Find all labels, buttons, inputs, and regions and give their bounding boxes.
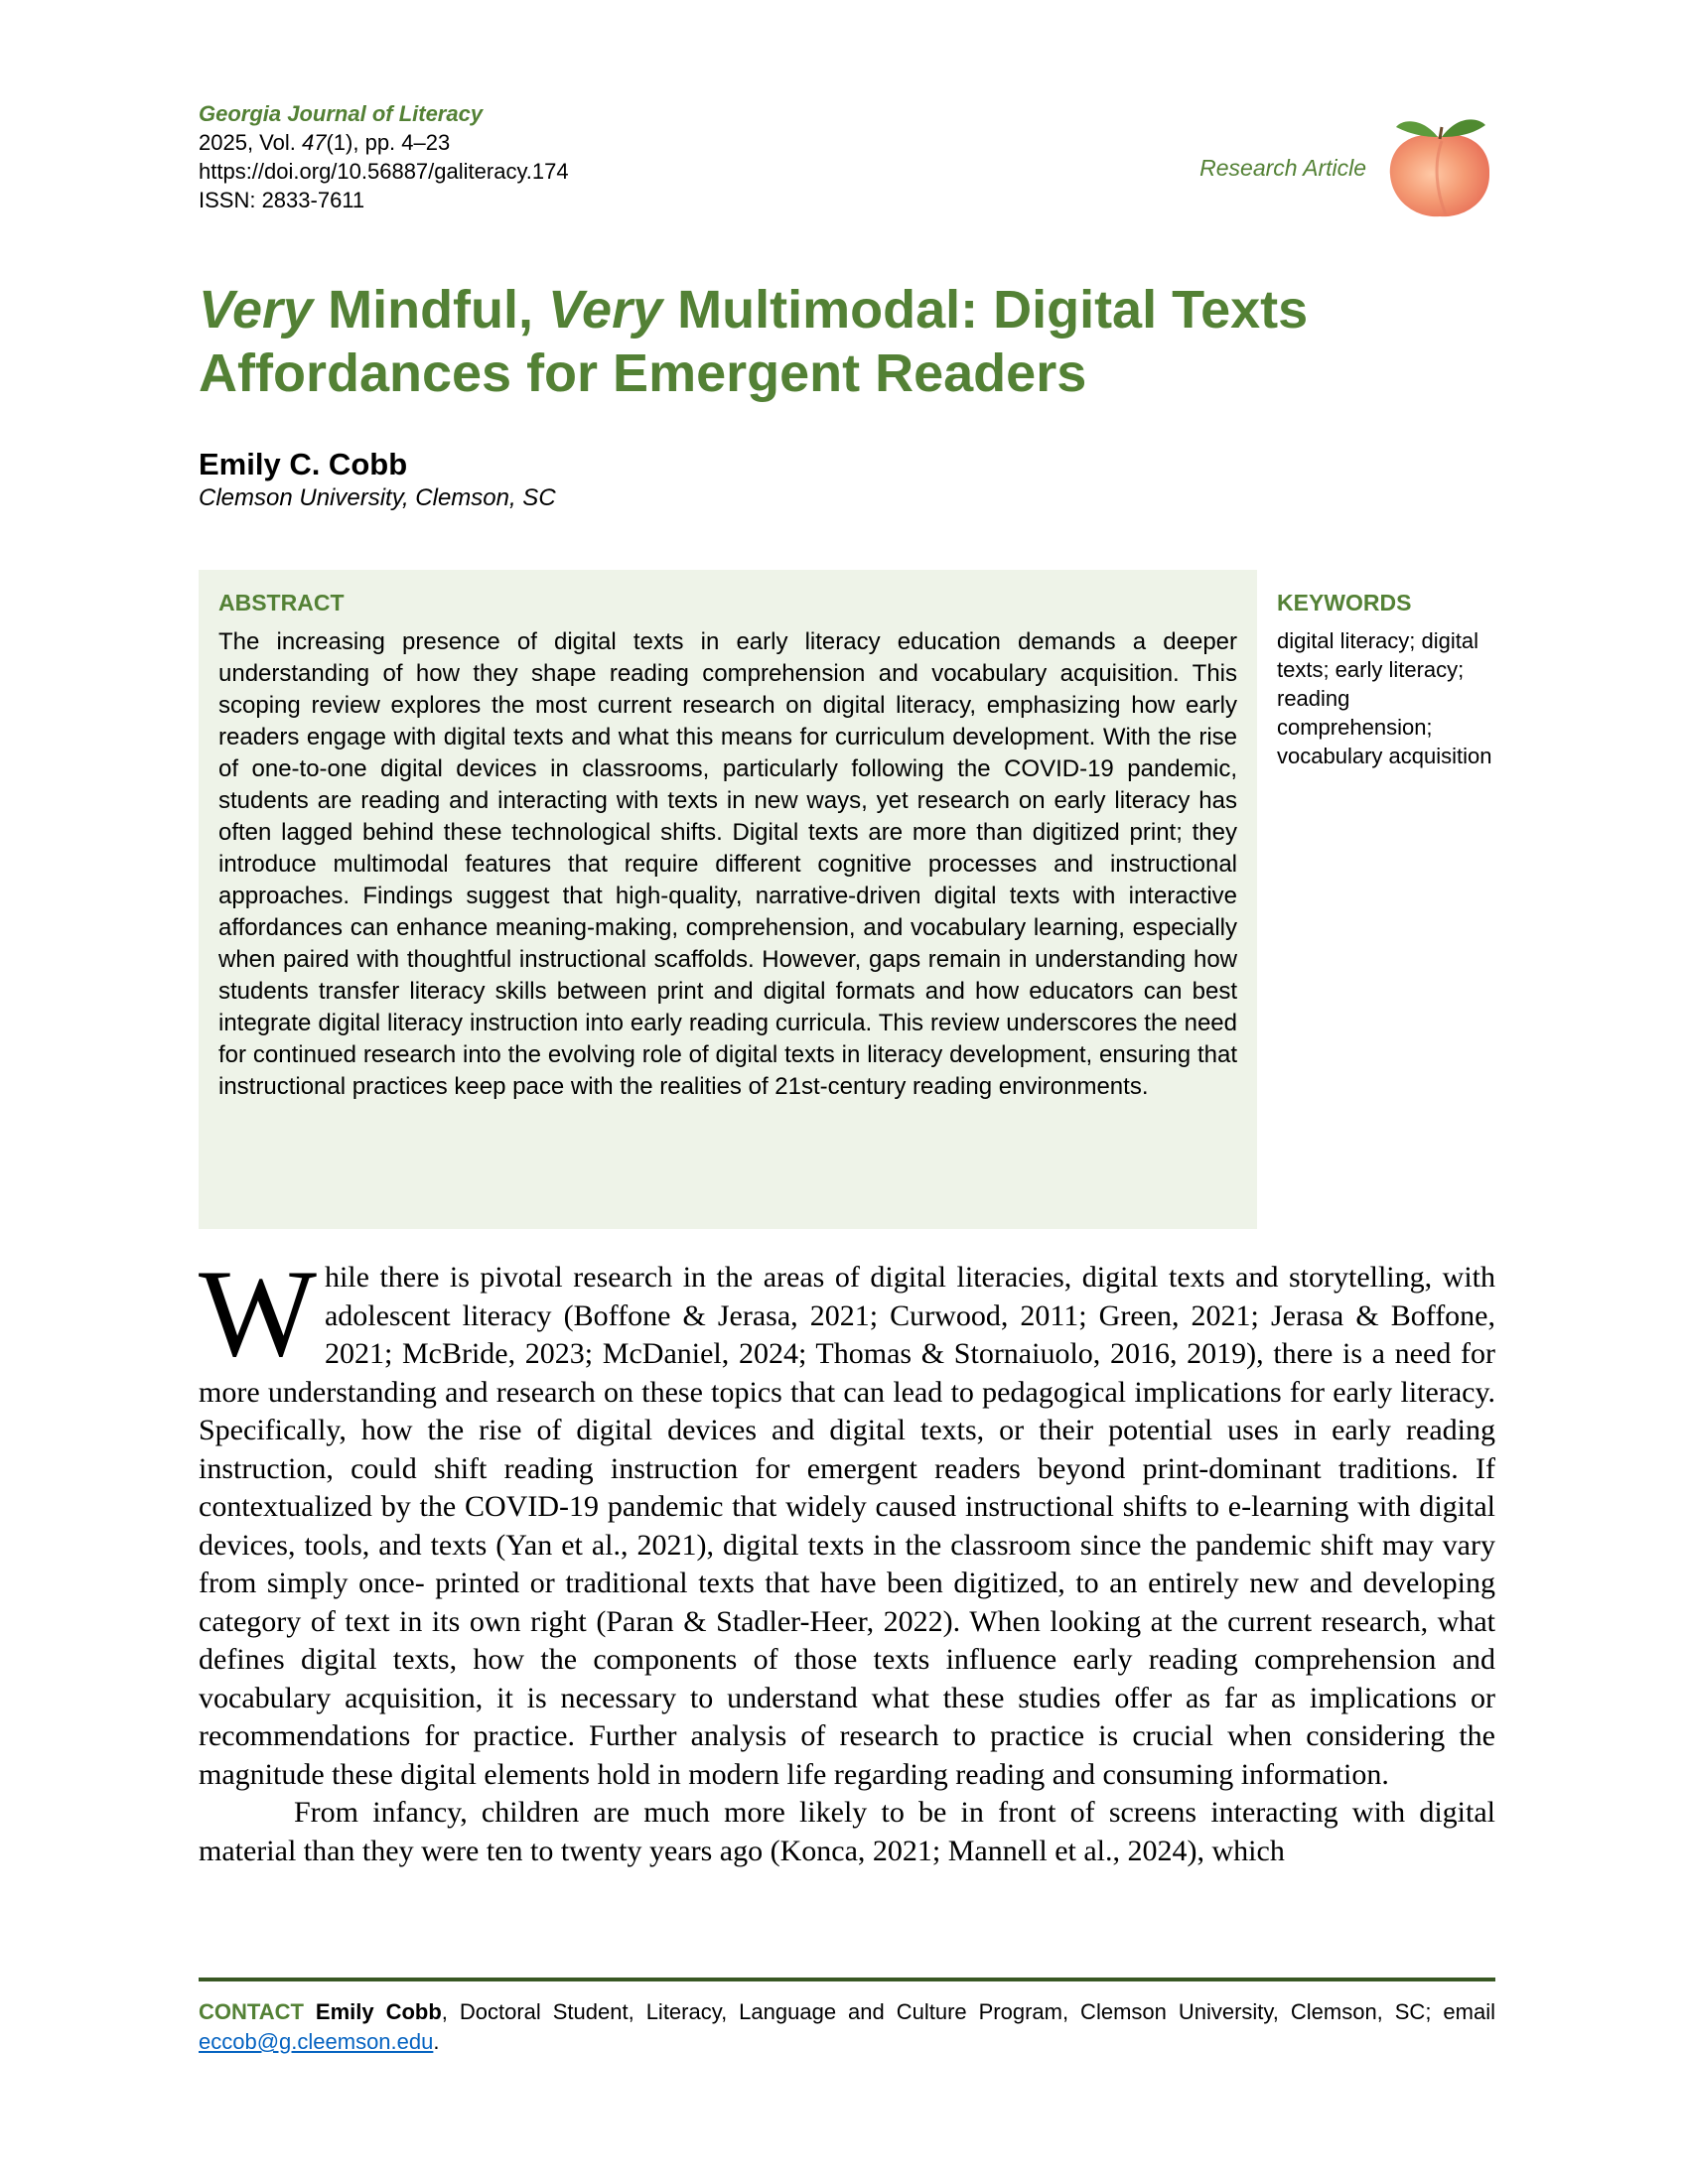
author-name: Emily C. Cobb (199, 447, 408, 481)
paragraph-1-text: hile there is pivotal research in the areas of digital literacies, digital texts and storytelling, with adolescent literacy (Boffone & Jerasa, 2021; Curwood, 2011; Green, 2021; Jerasa & Boffone, 2021; McBride, 2023; McDaniel, 2024; Thomas & Stornaiuolo, 2016, 2019), there is a need for more understanding and research on these topics that can lead to pedagogical implications for early literacy. Specifically, how the rise of digital devices and digital texts, or their potential uses in early reading instruction, could shift reading instruction for emergent readers beyond print-dominant traditions. If contextualized by the COVID-19 pandemic that widely caused instructional shifts to e-learning with digital devices, tools, and texts (Yan et al., 2021), digital texts in the classroom since the pandemic shift may vary from simply once- printed or traditional texts that have been digitized, to an entirely new and developing category of text in its own right (Paran & Stadler-Heer, 2022). When looking at the current research, what defines digital texts, how the components of those texts influence early reading comprehension and vocabulary acquisition, it is necessary to understand what these studies offer as far as implications or recommendations for practice. Further analysis of research to practice is crucial when considering the magnitude these digital elements hold in modern life regarding reading and consuming information. (199, 1261, 1495, 1791)
body-paragraph-2: From infancy, children are much more likely to be in front of screens interacting with digital material than they were ten to twenty years ago (Konca, 2021; Mannell et al., 2024), which (199, 1796, 1495, 1867)
journal-meta (199, 99, 569, 214)
journal-name: Georgia Journal of Literacy (199, 101, 484, 126)
body-text (199, 1245, 1495, 1870)
abstract-box (199, 570, 1257, 1229)
title-part-2: Multimodal: Digital Texts Affordances for Emergent Readers (199, 280, 1309, 403)
keywords-list: digital literacy; digital texts; early literacy; reading comprehension; vocabulary acquisition (1277, 628, 1492, 768)
drop-cap: W (199, 1245, 317, 1383)
title-very-2: Very (548, 280, 663, 340)
doi-link[interactable]: https://doi.org/10.56887/galiteracy.174 (199, 159, 569, 184)
keywords-section (1277, 590, 1495, 770)
peach-icon (1382, 107, 1497, 222)
contact-end: . (433, 2029, 440, 2054)
abstract-heading: ABSTRACT (218, 590, 345, 615)
issn: ISSN: 2833-7611 (199, 188, 365, 212)
article-title (199, 278, 1509, 405)
article-type-label: Research Article (1199, 155, 1366, 181)
keywords-heading: KEYWORDS (1277, 590, 1412, 615)
volume-number: 47 (301, 130, 327, 155)
contact-email-link[interactable]: eccob@g.cleemson.edu (199, 2029, 434, 2054)
abstract-text: The increasing presence of digital texts in early literacy education demands a deeper understanding of how they shape reading comprehension and vocabulary acquisition. This scoping review explores the most current research on digital literacy, emphasizing how early readers engage with digital texts and what this means for curriculum development. With the rise of one-to-one digital devices in classrooms, particularly following the COVID-19 pandemic, students are reading and interacting with texts in new ways, yet research on early literacy has often lagged behind these technological shifts. Digital texts are more than digitized print; they introduce multimodal features that require different cognitive processes and instructional approaches. Findings suggest that high-quality, narrative-driven digital texts with interactive affordances can enhance meaning-making, comprehension, and vocabulary learning, especially when paired with thoughtful instructional scaffolds. However, gaps remain in understanding how students transfer literacy skills between print and digital formats and how educators can best integrate digital literacy instruction into early reading curricula. This review underscores the need for continued research into the evolving role of digital texts in literacy development, ensuring that instructional practices keep pace with the realities of 21st-century reading environments. (218, 628, 1237, 1100)
contact-label: CONTACT (199, 1999, 304, 2024)
volume-line (199, 128, 569, 157)
author-affiliation: Clemson University, Clemson, SC (199, 484, 556, 511)
title-very-1: Very (199, 280, 314, 340)
footer-divider (199, 1978, 1495, 1981)
contact-footer (199, 1997, 1495, 2057)
year-vol-prefix: 2025, Vol. (199, 130, 302, 155)
title-part-1: Mindful, (313, 280, 549, 340)
issue-pages: (1), pp. 4–23 (326, 130, 451, 155)
contact-name: Emily Cobb (315, 1999, 442, 2024)
contact-details: , Doctoral Student, Literacy, Language and Culture Program, Clemson University, Clemson, SC; email (441, 1999, 1495, 2024)
body-paragraph-1 (199, 1245, 1495, 1794)
